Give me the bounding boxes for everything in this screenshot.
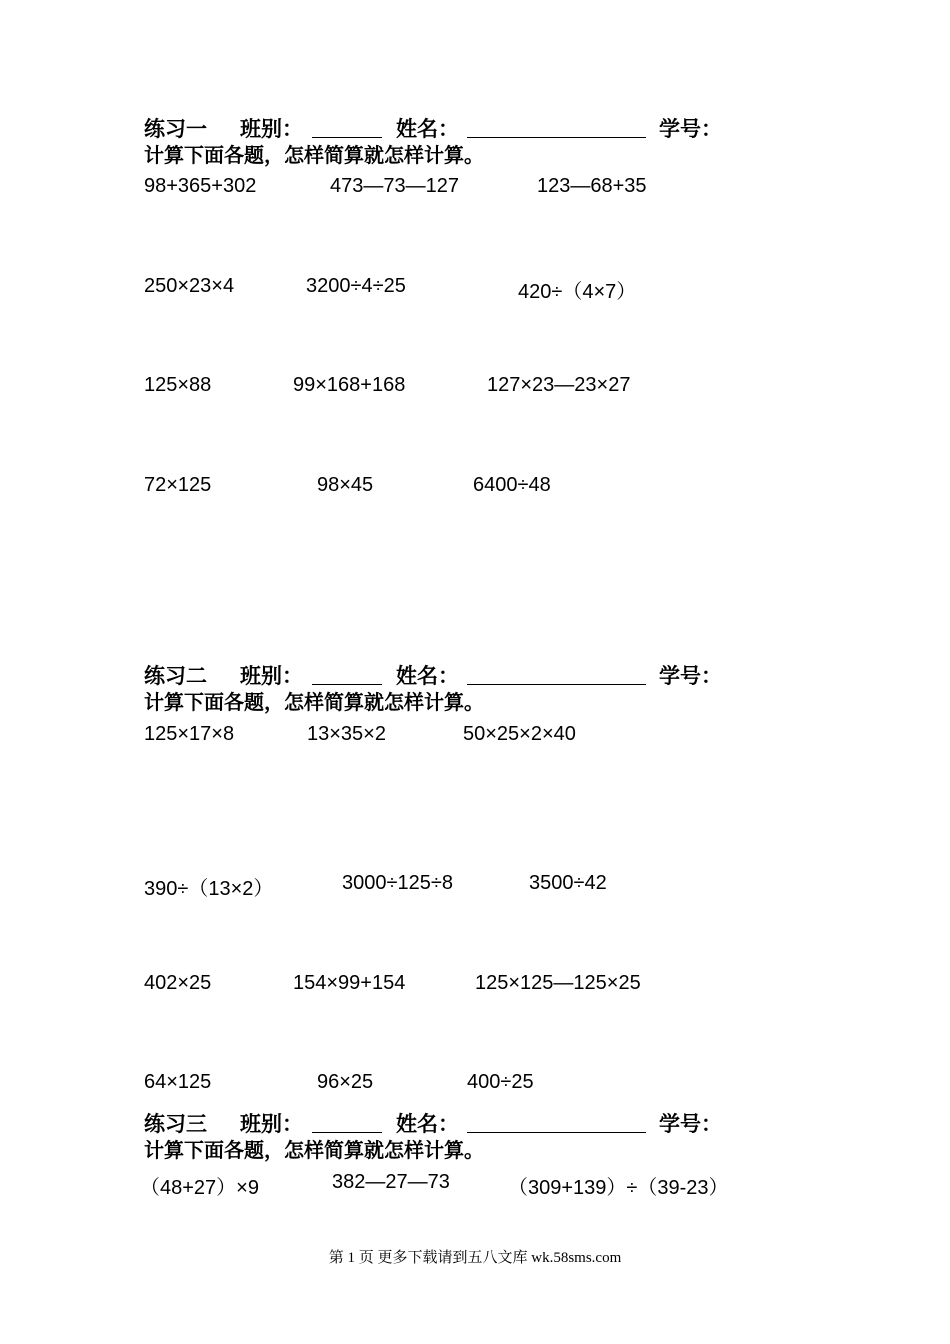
name-label: 姓名： xyxy=(396,1112,459,1136)
problem: 96×25 xyxy=(317,1071,374,1093)
class-blank[interactable] xyxy=(312,137,382,138)
class-label: 班别： xyxy=(240,117,303,141)
problem: 98×45 xyxy=(317,474,374,496)
problem: 154×99+154 xyxy=(293,972,406,994)
problem: 98+365+302 xyxy=(144,175,257,197)
name-blank[interactable] xyxy=(467,137,646,138)
exercise-3-instruction: 计算下面各题，怎样简算就怎样计算。 xyxy=(144,1138,484,1162)
problem: 382—27—73 xyxy=(332,1171,450,1193)
name-blank[interactable] xyxy=(467,1132,646,1133)
name-label: 姓名： xyxy=(396,117,459,141)
class-label: 班别： xyxy=(240,664,303,688)
exercise-title: 练习二 xyxy=(144,664,207,688)
problem: 6400÷48 xyxy=(473,474,551,496)
problem: 125×125—125×25 xyxy=(475,972,641,994)
problem: 123—68+35 xyxy=(537,175,647,197)
problem: （48+27）×9 xyxy=(140,1177,259,1199)
problem: 125×17×8 xyxy=(144,723,235,745)
problem: 3000÷125÷8 xyxy=(342,872,453,894)
student-number-label: 学号： xyxy=(659,117,722,141)
problem: 99×168+168 xyxy=(293,374,406,396)
problem: （309+139）÷（39-23） xyxy=(508,1177,729,1199)
exercise-2-instruction: 计算下面各题，怎样简算就怎样计算。 xyxy=(144,690,484,714)
exercise-title: 练习三 xyxy=(144,1112,207,1136)
exercise-title: 练习一 xyxy=(144,117,207,141)
problem: 72×125 xyxy=(144,474,212,496)
class-blank[interactable] xyxy=(312,684,382,685)
problem: 402×25 xyxy=(144,972,212,994)
problem: 125×88 xyxy=(144,374,212,396)
page-footer: 第 1 页 更多下载请到五八文库 wk.58sms.com xyxy=(328,1250,622,1266)
class-label: 班别： xyxy=(240,1112,303,1136)
student-number-label: 学号： xyxy=(659,1112,722,1136)
problem: 3500÷42 xyxy=(529,872,607,894)
problem: 390÷（13×2） xyxy=(144,878,274,900)
problem: 64×125 xyxy=(144,1071,212,1093)
problem: 420÷（4×7） xyxy=(518,281,637,303)
problem: 250×23×4 xyxy=(144,275,235,297)
exercise-1-instruction: 计算下面各题，怎样简算就怎样计算。 xyxy=(144,143,484,167)
name-blank[interactable] xyxy=(467,684,646,685)
problem: 13×35×2 xyxy=(307,723,386,745)
problem: 400÷25 xyxy=(467,1071,534,1093)
name-label: 姓名： xyxy=(396,664,459,688)
student-number-label: 学号： xyxy=(659,664,722,688)
problem: 127×23—23×27 xyxy=(487,374,631,396)
problem: 50×25×2×40 xyxy=(463,723,576,745)
problem: 473—73—127 xyxy=(330,175,459,197)
class-blank[interactable] xyxy=(312,1132,382,1133)
problem: 3200÷4÷25 xyxy=(306,275,406,297)
